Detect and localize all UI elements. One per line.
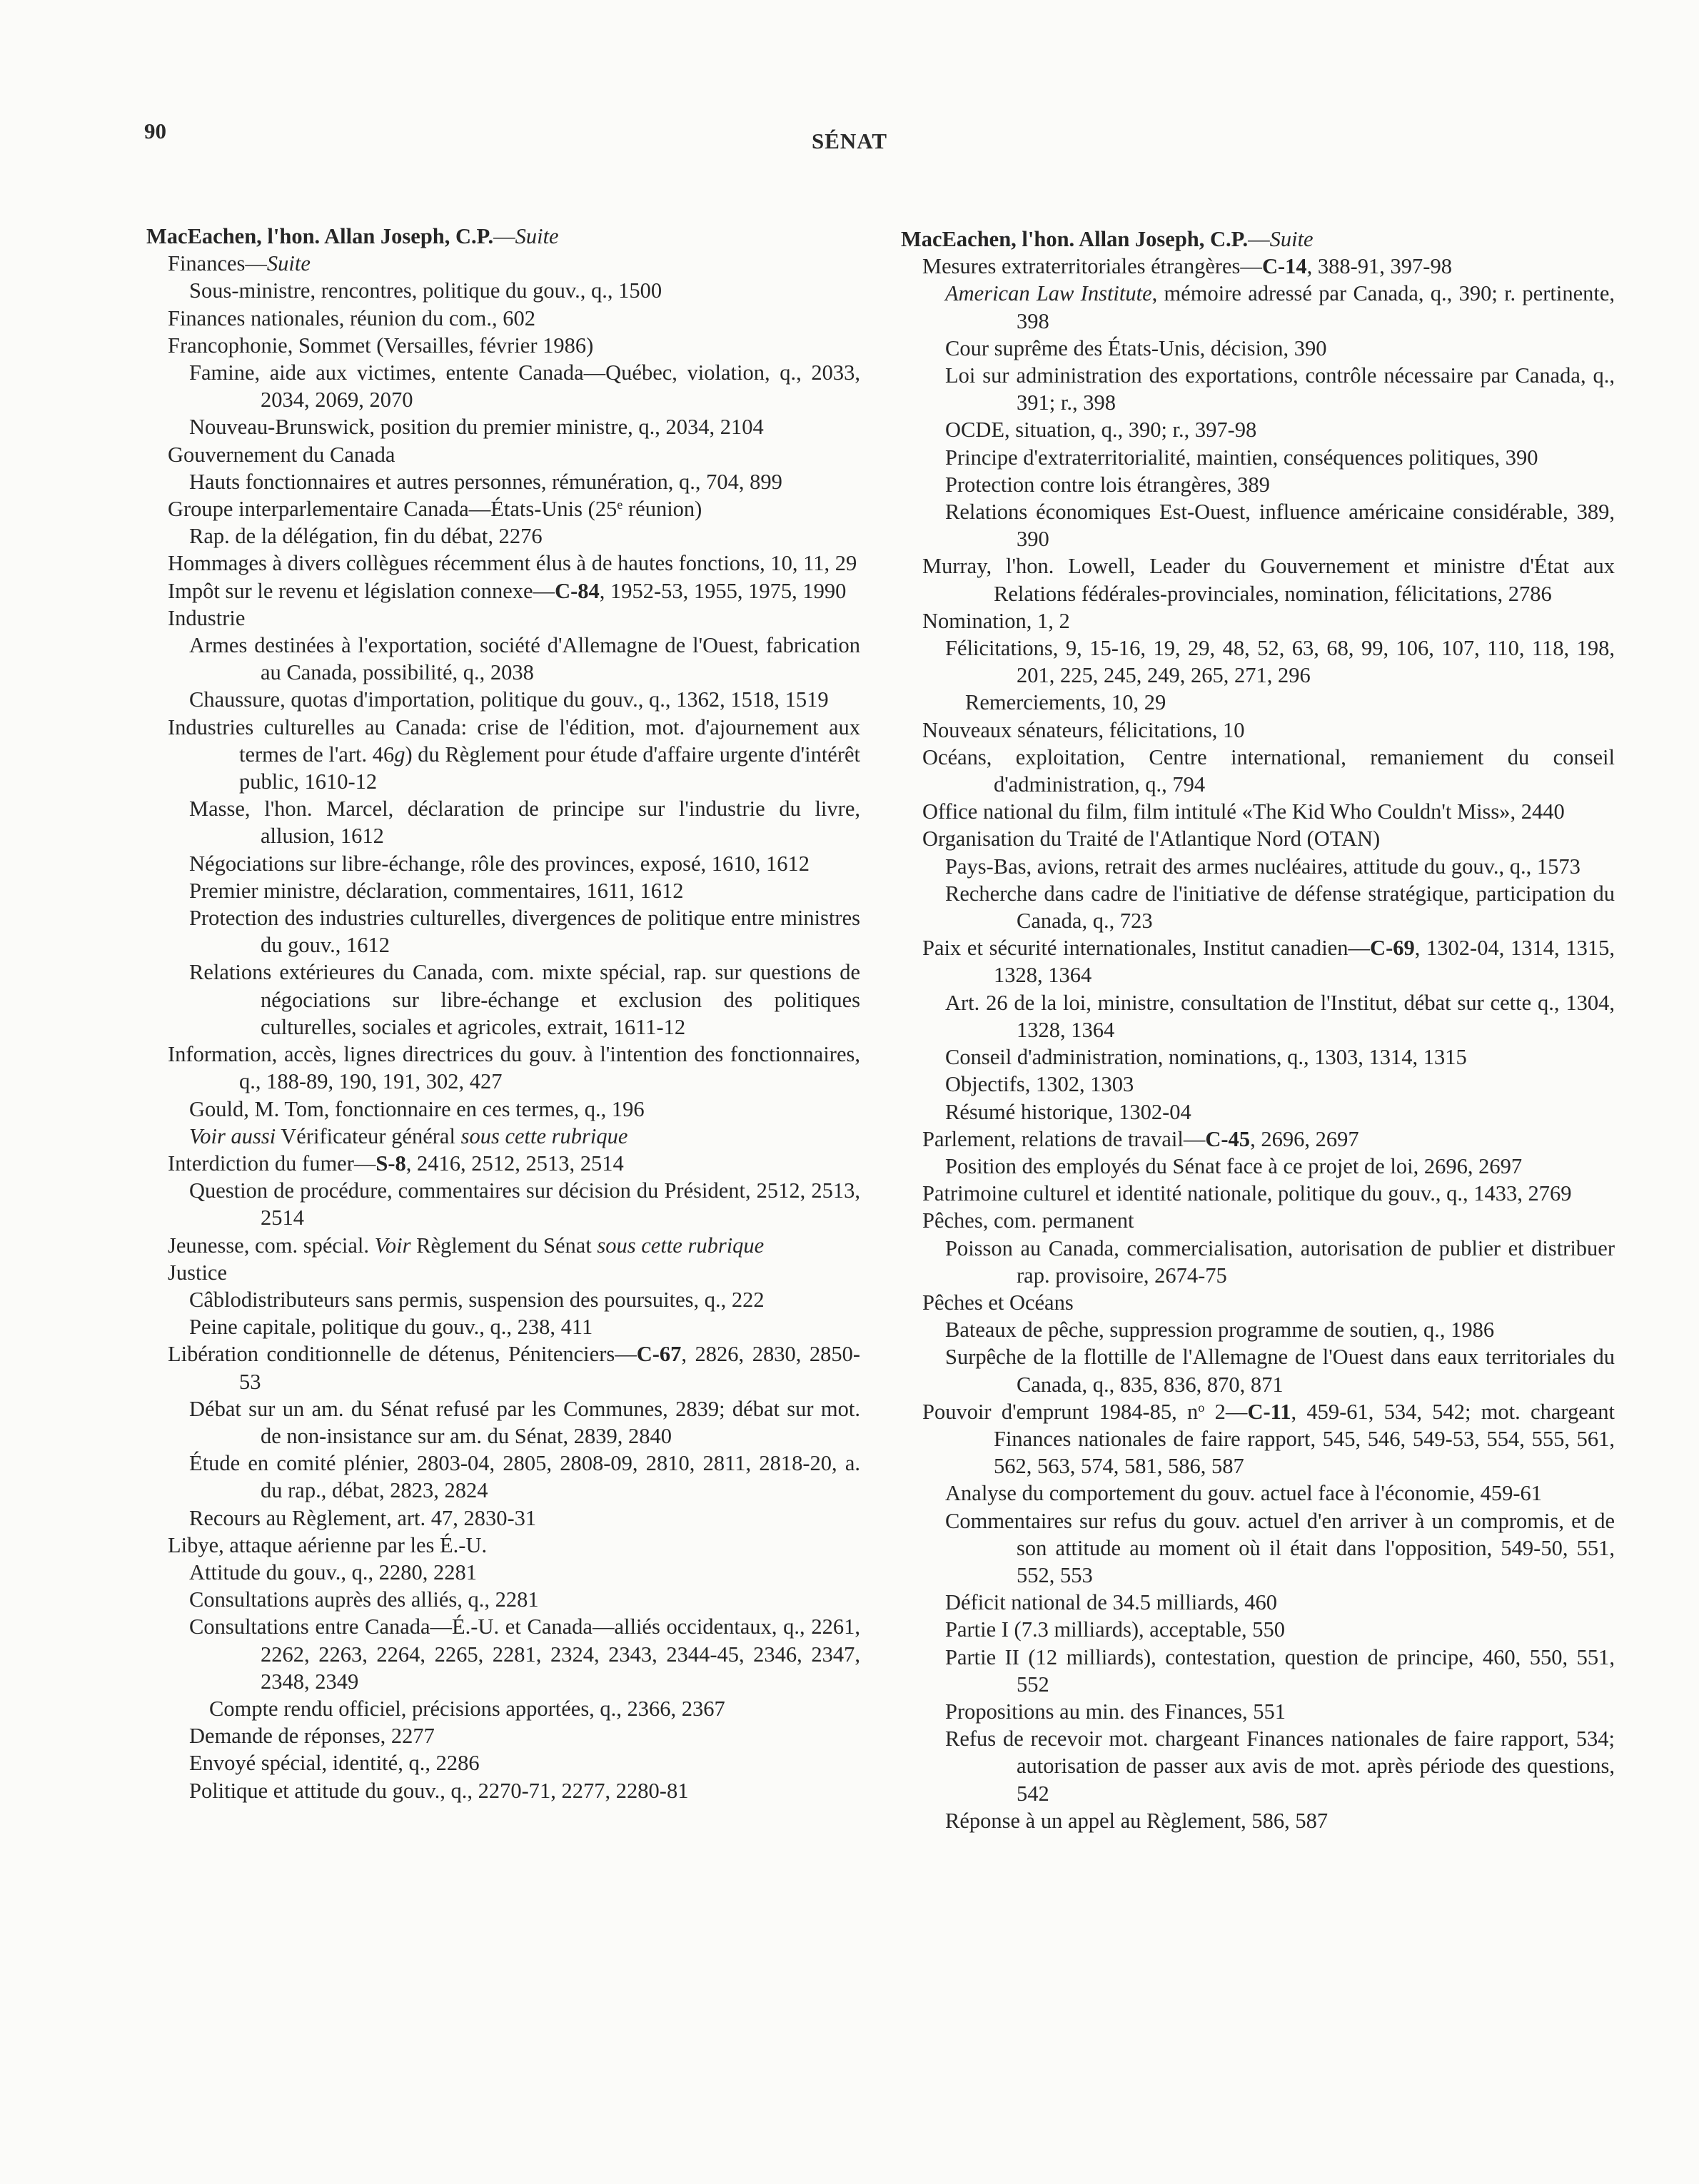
index-subentry: Surpêche de la flottille de l'Allemagne de l'Ouest dans eaux territoriales du Canada, q., 835, 836, 870, 871 [945,1345,1615,1397]
index-subentry: Envoyé spécial, identité, q., 2286 [189,1751,480,1776]
index-subentry: Recherche dans cadre de l'initiative de défense stratégique, participation du Canada, q., 723 [945,881,1615,934]
index-subentry: Bateaux de pêche, suppression programme de soutien, q., 1986 [945,1318,1495,1343]
index-subentry: Demande de réponses, 2277 [189,1724,435,1749]
index-subentry: Nouveau-Brunswick, position du premier ministre, q., 2034, 2104 [189,415,764,440]
entry-text: Paix et sécurité internationales, Institut canadien— [922,936,1371,961]
index-subentry: Attitude du gouv., q., 2280, 2281 [189,1559,477,1584]
index-subentry: Partie II (12 milliards), contestation, question de principe, 460, 550, 551, 552 [945,1644,1615,1697]
rubric-note: sous cette rubrique [597,1233,765,1258]
index-entry [146,495,860,522]
cross-reference [146,1123,860,1150]
index-subentry: Refus de recevoir mot. chargeant Finances nationales de faire rapport, 534; autorisation de passer aux avis de mot. après période des questions, 542 [945,1727,1615,1806]
entry-text: Libération conditionnelle de détenus, Pénitenciers— [168,1342,637,1367]
index-subentry: Objectifs, 1302, 1303 [945,1072,1134,1097]
index-entry [146,250,860,277]
index-subentry: Protection des industries culturelles, divergences de politique entre ministres du gouv., 1612 [189,906,860,958]
index-subentry: Débat sur un am. du Sénat refusé par les Communes, 2839; débat sur mot. de non-insistance sur am. du Sénat, 2839, 2840 [189,1396,860,1448]
heading-name: MacEachen, l'hon. Allan Joseph, C.P. [146,224,494,248]
heading-suite: Suite [1269,227,1314,251]
index-subentry: Famine, aide aux victimes, entente Canada—Québec, violation, q., 2033, 2034, 2069, 2070 [189,360,860,413]
index-subentry: Position des employés du Sénat face à ce projet de loi, 2696, 2697 [945,1153,1523,1178]
index-subentry: Analyse du comportement du gouv. actuel face à l'économie, 459-61 [945,1481,1543,1506]
institute-name: American Law Institute [945,281,1152,306]
index-subentry: Propositions au min. des Finances, 551 [945,1699,1286,1724]
see-also: Voir aussi [189,1123,276,1148]
index-subentry: Principe d'extraterritorialité, maintien, conséquences politiques, 390 [945,445,1538,470]
entry-text: Mesures extraterritoriales étrangères— [922,254,1262,279]
index-entry: Gouvernement du Canada [168,442,395,467]
entry-text: , 1302-04, 1314, 1315, 1328, 1364 [994,936,1615,988]
index-entry: Justice [168,1260,228,1285]
main-heading [146,223,860,250]
entry-text: Finances— [168,251,267,276]
index-entry [146,1150,860,1177]
entry-text: , 2696, 2697 [1250,1126,1359,1151]
index-subentry: Cour suprême des États-Unis, décision, 390 [945,335,1327,360]
entry-text: réunion) [622,497,702,522]
index-entry: Organisation du Traité de l'Atlantique Nord (OTAN) [922,826,1381,851]
index-subentry: Consultations auprès des alliés, q., 2281 [189,1587,539,1612]
index-subentry: Chaussure, quotas d'importation, politique du gouv., q., 1362, 1518, 1519 [189,687,829,712]
index-subentry: Déficit national de 34.5 milliards, 460 [945,1590,1278,1615]
bill-number: C-11 [1247,1399,1291,1424]
index-subentry: Pays-Bas, avions, retrait des armes nucléaires, attitude du gouv., q., 1573 [945,854,1580,879]
index-subentry: Étude en comité plénier, 2803-04, 2805, 2808-09, 2810, 2811, 2818-20, a. du rap., débat, 2823, 2824 [189,1451,860,1503]
index-subentry: Consultations entre Canada—É.-U. et Canada—alliés occidentaux, q., 2261, 2262, 2263, 2264, 2265, 2281, 2324, 2343, 2344-45, 2346, 2347, 2348, 2349 [189,1614,860,1694]
index-entry: Information, accès, lignes directrices du gouv. à l'intention des fonctionnaires, q., 188-89, 190, 191, 302, 427 [168,1042,860,1094]
entry-text: Impôt sur le revenu et législation connexe— [168,578,555,603]
index-entry: Patrimoine culturel et identité nationale, politique du gouv., q., 1433, 2769 [922,1181,1572,1206]
bill-number: S-8 [375,1151,406,1176]
entry-suite: Suite [266,251,311,276]
superscript: e [617,497,623,512]
entry-text: , 1952-53, 1955, 1975, 1990 [599,578,847,603]
bill-number: C-69 [1370,936,1415,961]
index-subentry: Question de procédure, commentaires sur décision du Président, 2512, 2513, 2514 [189,1178,860,1230]
rubric-note: sous cette rubrique [460,1123,628,1148]
entry-text: , mémoire adressé par Canada, q., 390; r. pertinente, 398 [1017,281,1615,333]
index-entry: Océans, exploitation, Centre international, remaniement du conseil d'administration, q., 794 [922,744,1615,797]
running-head: SÉNAT [811,128,888,153]
index-entry [901,253,1615,280]
entry-text: , 388-91, 397-98 [1306,254,1452,279]
index-entry: Murray, l'hon. Lowell, Leader du Gouvernement et ministre d'État aux Relations fédérales-provinciales, nomination, félicitations, 2786 [922,554,1615,606]
entry-text: , 2416, 2512, 2513, 2514 [405,1151,624,1176]
index-entry [146,1340,860,1395]
bill-number: C-84 [555,578,600,603]
index-entry: Finances nationales, réunion du com., 602 [168,305,536,330]
index-entry: Nouveaux sénateurs, félicitations, 10 [922,717,1245,742]
index-entry [146,714,860,796]
entry-text: Règlement du Sénat [410,1233,598,1258]
index-subentry: Félicitations, 9, 15-16, 19, 29, 48, 52, 63, 68, 99, 106, 107, 110, 118, 198, 201, 225, 245, 249, 265, 271, 296 [945,636,1615,688]
index-entry [901,1398,1615,1480]
italic-letter: g [394,742,405,767]
index-entry [901,1126,1615,1153]
index-entry: Nomination, 1, 2 [922,608,1070,633]
entry-text: Groupe interparlementaire Canada—États-Unis (25 [168,497,617,522]
index-subentry: Rap. de la délégation, fin du débat, 2276 [189,524,543,549]
index-subentry: Premier ministre, déclaration, commentaires, 1611, 1612 [189,878,684,903]
index-entry: Pêches et Océans [922,1290,1074,1315]
index-subentry: Gould, M. Tom, fonctionnaire en ces termes, q., 196 [189,1096,645,1121]
entry-text: ) du Règlement pour étude d'affaire urgente d'intérêt public, 1610-12 [239,742,860,794]
index-subentry: Masse, l'hon. Marcel, déclaration de principe sur l'industrie du livre, allusion, 1612 [189,797,860,849]
index-subentry: Partie I (7.3 milliards), acceptable, 550 [945,1617,1285,1642]
index-subentry: Câblodistributeurs sans permis, suspension des poursuites, q., 222 [189,1287,765,1312]
index-subentry: OCDE, situation, q., 390; r., 397-98 [945,418,1257,443]
index-subentry: Hauts fonctionnaires et autres personnes, rémunération, q., 704, 899 [189,469,782,494]
index-subentry: Art. 26 de la loi, ministre, consultation de l'Institut, débat sur cette q., 1304, 1328, 1364 [945,990,1615,1042]
main-heading [901,226,1615,253]
index-entry: Office national du film, film intitulé «The Kid Who Couldn't Miss», 2440 [922,799,1565,824]
index-entry [146,1232,860,1259]
heading-dash: — [493,224,515,248]
index-subentry: Commentaires sur refus du gouv. actuel d'en arriver à un compromis, et de son attitude au moment où il était dans l'opposition, 549-50, 551, 552, 553 [945,1508,1615,1587]
bill-number: C-45 [1205,1126,1251,1151]
left-column [146,223,860,1804]
index-subentry: Protection contre lois étrangères, 389 [945,472,1270,497]
index-entry: Industrie [168,605,246,630]
heading-suite: Suite [515,224,559,248]
index-subentry: Armes destinées à l'exportation, société d'Allemagne de l'Ouest, fabrication au Canada, possibilité, q., 2038 [189,633,860,685]
index-subentry: Résumé historique, 1302-04 [945,1099,1191,1124]
see: Voir [374,1233,411,1258]
index-subentry: Peine capitale, politique du gouv., q., 238, 411 [189,1315,593,1340]
index-subentry [901,280,1615,334]
bill-number: C-14 [1261,254,1307,279]
page-number: 90 [144,118,166,143]
index-entry [901,934,1615,989]
right-column [901,226,1615,1834]
index-subentry: Recours au Règlement, art. 47, 2830-31 [189,1505,537,1530]
index-subentry: Politique et attitude du gouv., q., 2270-71, 2277, 2280-81 [189,1778,689,1803]
index-entry: Pêches, com. permanent [922,1208,1134,1233]
entry-text: , 459-61, 534, 542; mot. chargeant Finances nationales de faire rapport, 545, 546, 549-53, 554, 555, 561, 562, 563, 574, 581, 586, 587 [994,1399,1615,1479]
entry-text: Parlement, relations de travail— [922,1126,1206,1151]
index-subentry: Relations extérieures du Canada, com. mixte spécial, rap. sur questions de négociations sur libre-échange et exclusion des politiques culturelles, sociales et agricoles, extrait, 1611-12 [189,960,860,1039]
entry-text: Jeunesse, com. spécial. [168,1233,375,1258]
index-entry: Hommages à divers collègues récemment élus à de hautes fonctions, 10, 11, 29 [168,551,857,576]
index-subentry: Relations économiques Est-Ouest, influence américaine considérable, 389, 390 [945,500,1615,552]
index-subsubentry: Compte rendu officiel, précisions apportées, q., 2366, 2367 [209,1696,725,1721]
entry-text: Interdiction du fumer— [168,1151,376,1176]
index-subentry: Sous-ministre, rencontres, politique du gouv., q., 1500 [189,278,662,303]
index-subentry: Négociations sur libre-échange, rôle des provinces, exposé, 1610, 1612 [189,851,810,876]
entry-text: Pouvoir d'emprunt 1984-85, n [922,1399,1199,1424]
index-entry: Francophonie, Sommet (Versailles, février 1986) [168,333,594,358]
index-entry [146,577,860,605]
index-subsubentry: Remerciements, 10, 29 [965,690,1166,715]
index-subentry: Poisson au Canada, commercialisation, autorisation de publier et distribuer rap. provisoire, 2674-75 [945,1235,1615,1288]
entry-text: Vérificateur général [276,1123,461,1148]
superscript: o [1198,1400,1205,1415]
index-subentry: Réponse à un appel au Règlement, 586, 587 [945,1808,1329,1833]
entry-text: , 2826, 2830, 2850-53 [239,1342,860,1394]
index-subentry: Loi sur administration des exportations, contrôle nécessaire par Canada, q., 391; r., 398 [945,363,1615,415]
entry-text: Industries culturelles au Canada: crise de l'édition, mot. d'ajournement aux termes de l'art. 46 [168,714,860,767]
index-subentry: Conseil d'administration, nominations, q., 1303, 1314, 1315 [945,1045,1467,1070]
index-entry: Libye, attaque aérienne par les É.-U. [168,1532,488,1557]
bill-number: C-67 [636,1342,682,1367]
entry-text: 2— [1204,1399,1248,1424]
heading-name: MacEachen, l'hon. Allan Joseph, C.P. [901,227,1249,251]
heading-dash: — [1248,227,1270,251]
